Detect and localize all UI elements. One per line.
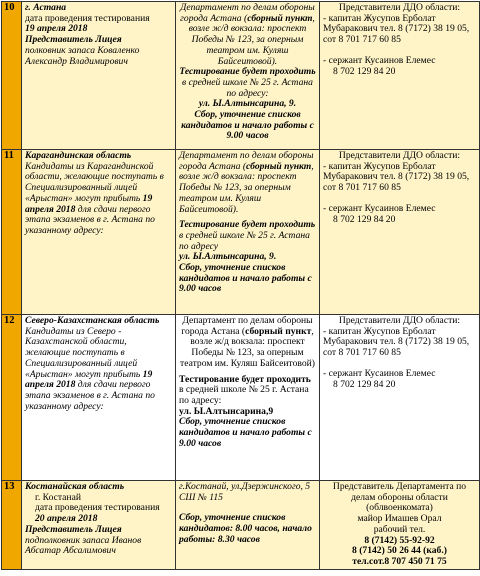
region-title: Костанайская область bbox=[25, 481, 125, 492]
dept-text-rest: , возле ж/д вокзала: проспект Победы № 123, за оперным театром им. Куляш Байсеитовой). bbox=[188, 12, 315, 67]
region-title: Северо-Казахстанская область bbox=[25, 315, 160, 326]
work-phone-label: рабочий тел. bbox=[373, 523, 426, 535]
table-row bbox=[2, 2, 480, 150]
dept-text: Департамент по делам обороны города Астана ( bbox=[179, 150, 314, 172]
table-row bbox=[2, 315, 480, 481]
contacts-header: Представители ДДО области: bbox=[338, 150, 461, 161]
venue-cell bbox=[176, 315, 320, 481]
region-city: г. Костанай bbox=[35, 491, 81, 503]
gathering-info: Сбор, уточнение списков кандидатов и начало работы с 9.00 часов bbox=[179, 416, 312, 449]
assembly-point: сборный пункт bbox=[247, 12, 313, 24]
region-description: Кандидаты из Карагандинской области, желающие поступать в Специализированный лицей «Арыстан» могут прибыть bbox=[25, 160, 164, 204]
row-number: 12 bbox=[2, 315, 22, 481]
venue-cell bbox=[176, 2, 320, 150]
row-number: 10 bbox=[2, 2, 22, 150]
testing-address: ул. Ы.Алтынсарина,9 bbox=[179, 405, 274, 417]
testing-label: Тестирование будет проходить bbox=[179, 66, 316, 78]
gathering-info: Сбор, уточнение списков кандидатов: 8.00 часов, начало работы: 8.30 часов bbox=[179, 512, 312, 545]
region-cell bbox=[22, 481, 176, 570]
schedule-table bbox=[1, 1, 480, 570]
assembly-point: сборный пункт bbox=[245, 325, 312, 337]
region-cell bbox=[22, 150, 176, 315]
testing-address: ул. Ы.Алтынсарина, 9. bbox=[179, 251, 277, 263]
region-title: Карагандинская область bbox=[25, 150, 132, 161]
work-phone-1: 8 (7142) 55-92-92 bbox=[364, 534, 435, 546]
region-cell bbox=[22, 2, 176, 150]
contact-captain: - капитан Жусупов Ерболат Мубаракович тел. 8 (7172) 38 19 05, сот 8 701 717 60 85 bbox=[323, 12, 470, 46]
testing-label: Тестирование будет проходить bbox=[179, 219, 316, 231]
contact-person: майор Имашев Орал bbox=[357, 513, 442, 525]
testing-place: в средней школе № 25 г. Астана по адресу bbox=[179, 229, 310, 252]
representative-label: Представитель Лицея bbox=[25, 34, 122, 46]
contacts-cell bbox=[320, 315, 480, 481]
testing-label: Тестирование будет проходить bbox=[179, 373, 311, 385]
row-number: 11 bbox=[2, 150, 22, 315]
dept-text: Департамент по делам обороны города Астана ( bbox=[181, 315, 313, 337]
dept-text: Департамент по делам обороны города Астана ( bbox=[180, 2, 315, 24]
contact-sergeant-phone: 8 702 129 84 20 bbox=[333, 378, 396, 390]
mobile-phone: тел.сот.8 707 450 71 75 bbox=[352, 555, 447, 567]
test-date-label: дата проведения тестирования bbox=[35, 502, 160, 514]
contacts-header: Представитель Департамента по делам обороны области (облвоенкомата) bbox=[332, 481, 467, 514]
row-number: 13 bbox=[2, 481, 22, 570]
contact-sergeant: - сержант Кусаинов Елемес bbox=[323, 367, 436, 379]
region-description: Кандидаты из Северо - Казахстанской области, желающие поступать в Специализированный лицей «Арыстан» могут прибыть bbox=[25, 325, 143, 380]
representative-name: полковник запаса Коваленко Александр Владимирович bbox=[25, 44, 140, 67]
venue-cell bbox=[176, 150, 320, 315]
test-date-label: дата проведения тестирования bbox=[25, 12, 150, 24]
representative-name: подполковник запаса Иванов Абсатар Абсалимович bbox=[25, 534, 142, 557]
arrival-date: 19 апреля 2018 bbox=[25, 192, 153, 215]
test-date: 19 апреля 2018 bbox=[25, 23, 88, 35]
table-row bbox=[2, 150, 480, 315]
region-description-rest: для сдачи первого этапа экзаменов в г. Астана по указанному адресу: bbox=[25, 379, 155, 412]
contacts-header: Представители ДДО области: bbox=[338, 315, 461, 326]
contact-captain: - капитан Жусупов Ерболат Мубаракович тел. 8 (7172) 38 19 05, сот 8 701 717 60 85 bbox=[323, 160, 470, 194]
assembly-point: сборный пункт bbox=[246, 160, 312, 172]
contact-sergeant: - сержант Кусаинов Елемес bbox=[323, 54, 436, 66]
arrival-date: 19 апреля 2018 bbox=[25, 368, 153, 391]
contact-sergeant-phone: 8 702 129 84 20 bbox=[333, 65, 396, 77]
table-row bbox=[2, 481, 480, 570]
representative-label: Представитель Лицея bbox=[25, 523, 122, 535]
test-date: 20 апреля 2018 bbox=[35, 513, 98, 525]
region-cell bbox=[22, 315, 176, 481]
contact-captain: - капитан Жусупов Ерболат Мубаракович тел. 8 (7172) 38 19 05, сот 8 701 717 60 85 bbox=[323, 325, 470, 359]
testing-address: г.Костанай, ул.Дзержинского, 5 СШ № 115 bbox=[179, 481, 311, 503]
testing-place: в средней школе № 25 г. Астана по адресу: bbox=[179, 384, 309, 406]
contacts-cell bbox=[320, 2, 480, 150]
contact-sergeant: - сержант Кусаинов Елемес bbox=[323, 202, 436, 214]
testing-address: ул. Ы.Алтынсарина, 9. bbox=[198, 98, 297, 110]
gathering-info: Сбор, уточнение списков кандидатов и начало работы с 9.00 часов bbox=[179, 262, 312, 295]
testing-place: в средней школе № 25 г. Астана по адресу: bbox=[182, 76, 313, 99]
contacts-cell bbox=[320, 481, 480, 570]
contact-sergeant-phone: 8 702 129 84 20 bbox=[333, 213, 396, 225]
work-phone-2: 8 (7142) 50 26 44 (каб.) bbox=[352, 545, 447, 557]
gathering-info: Сбор, уточнение списков кандидатов и начало работы с 9.00 часов bbox=[181, 109, 314, 142]
venue-cell bbox=[176, 481, 320, 570]
contacts-header: Представители ДДО области: bbox=[338, 2, 461, 13]
dept-text-rest: , возле ж/д вокзала: проспект Победы № 123, за оперным театром им. Куляш Байсеитовой). bbox=[179, 160, 314, 215]
dept-text-rest: , возле ж/д вокзала: проспект Победы № 123, за оперным театром им. Куляш Байсеитовой) bbox=[180, 325, 315, 369]
region-title: г. Астана bbox=[25, 2, 67, 13]
contacts-cell bbox=[320, 150, 480, 315]
region-description-rest: для сдачи первого этапа экзаменов в г. Астана по указанному адресу: bbox=[25, 203, 155, 236]
